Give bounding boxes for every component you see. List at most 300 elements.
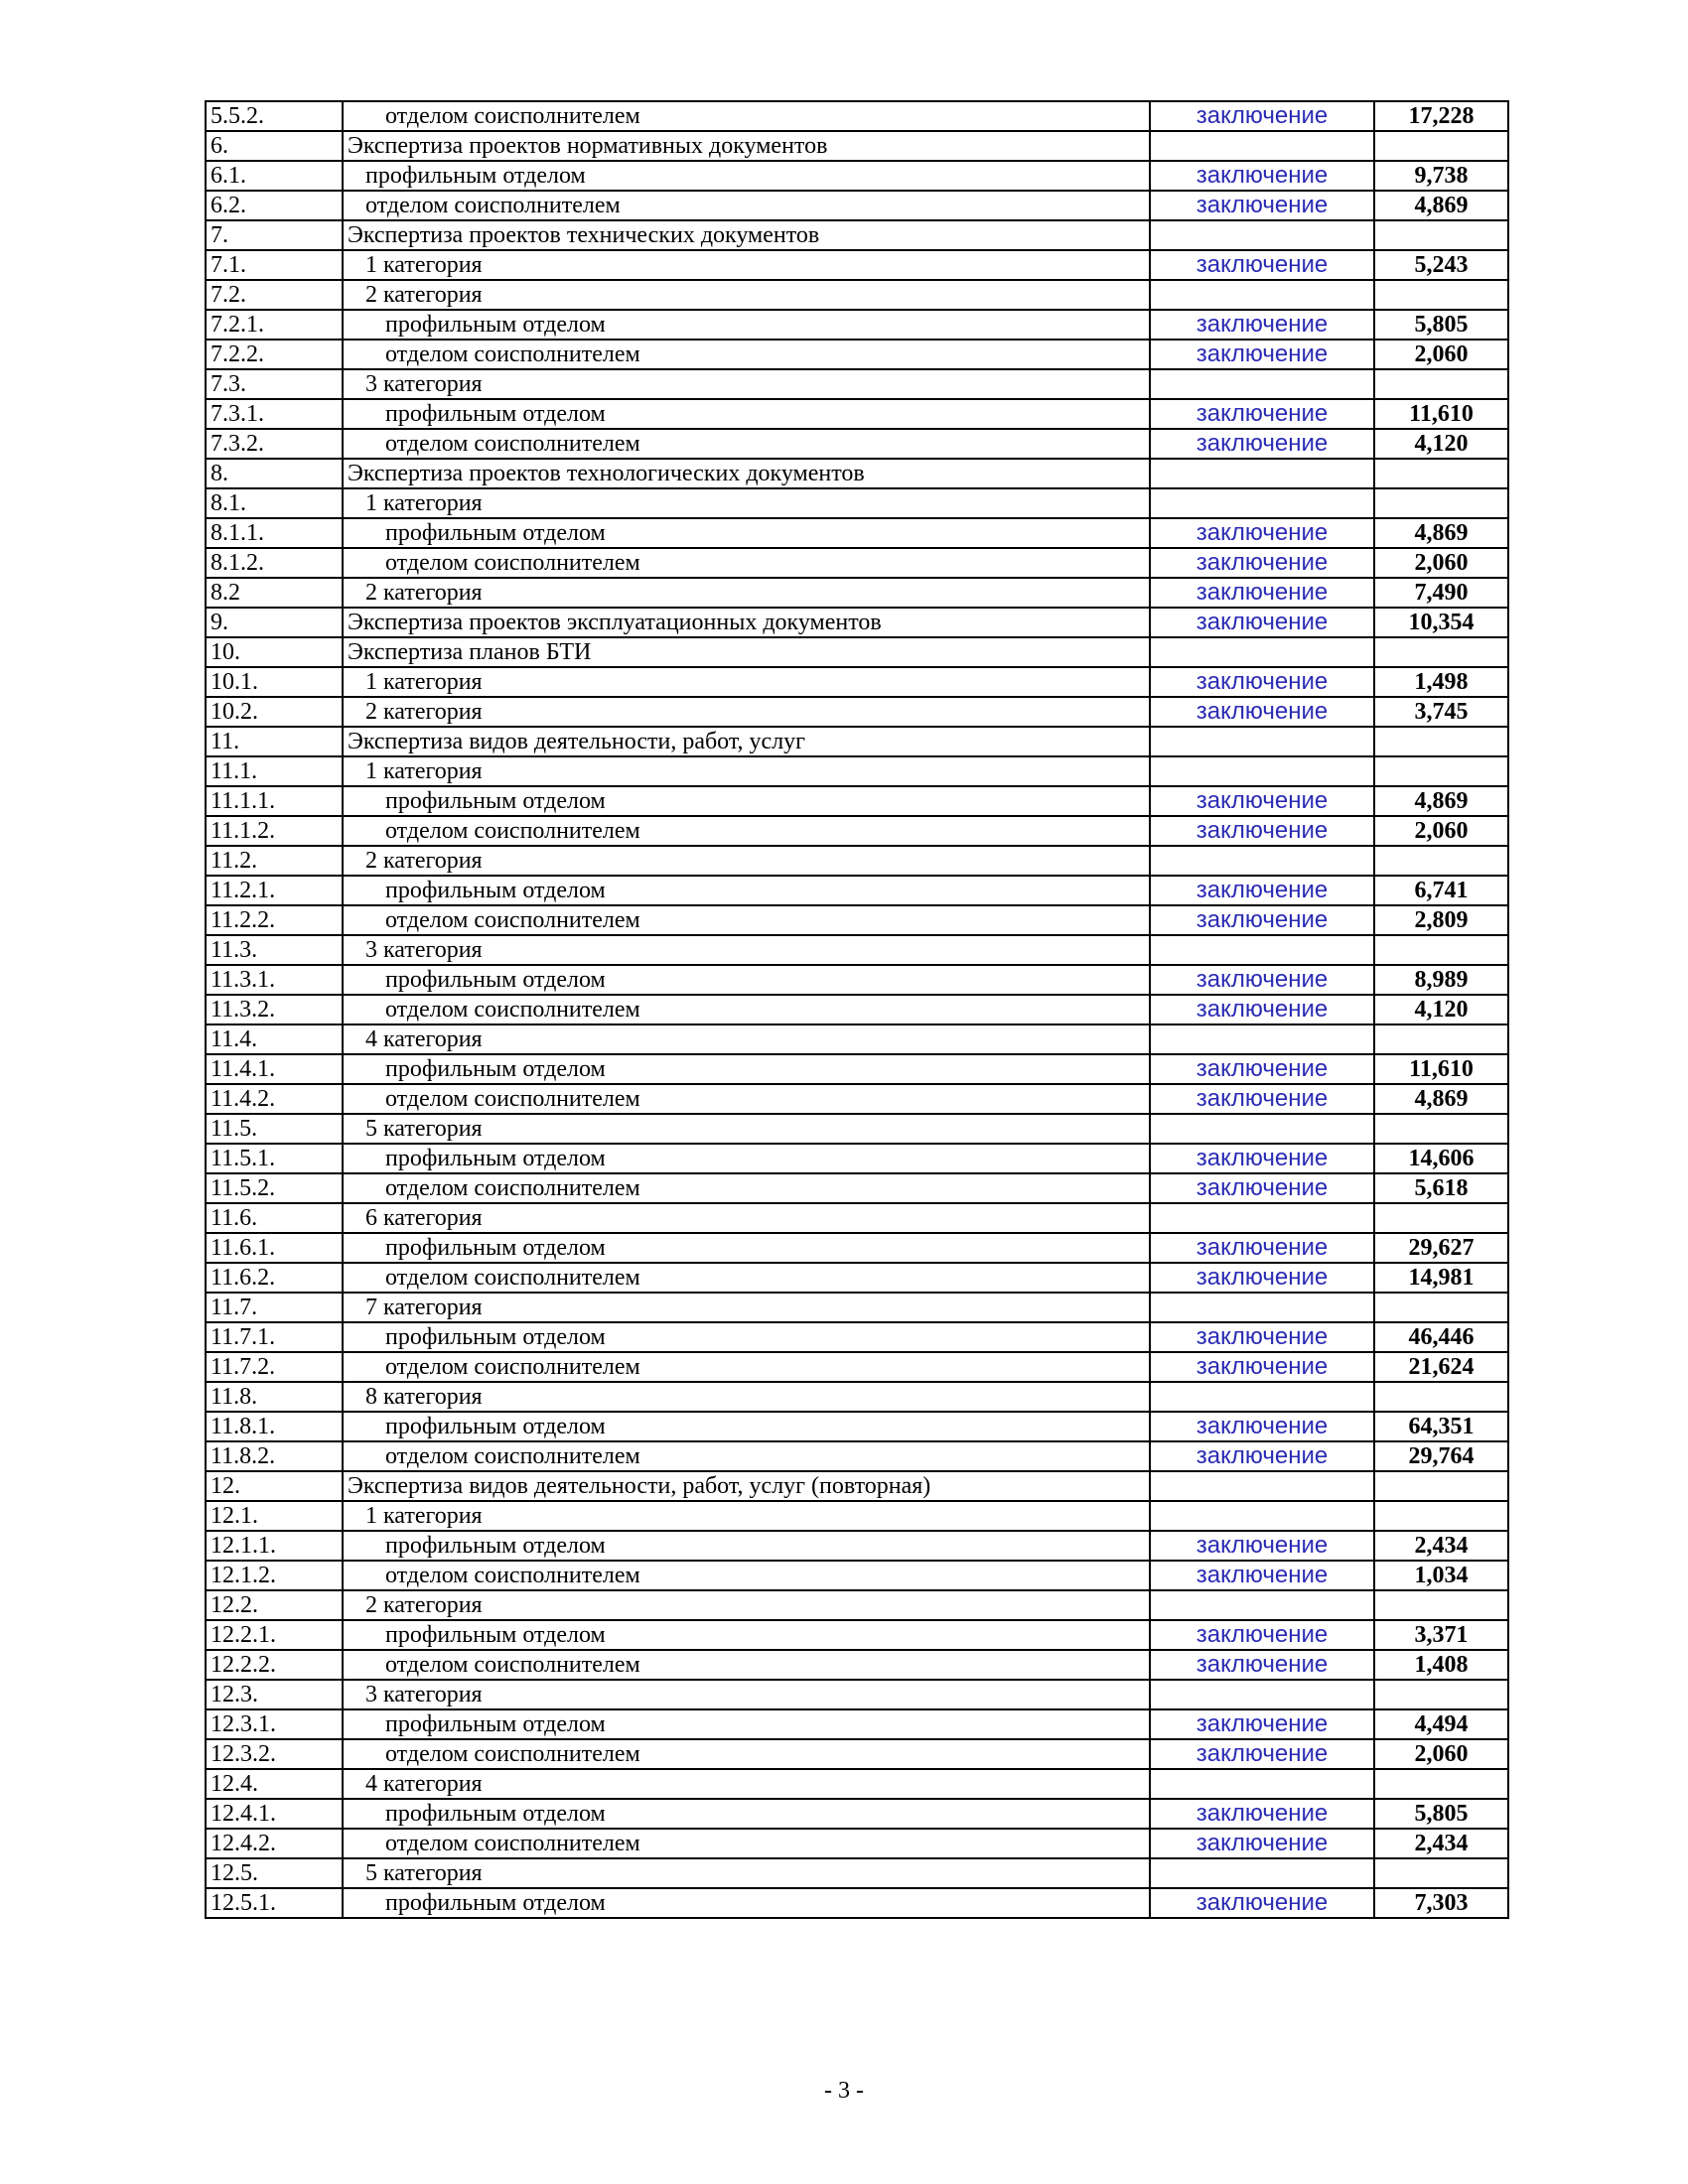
table-row — [206, 399, 1508, 429]
row-value: 7,490 — [1374, 578, 1508, 608]
row-code: 11.4.2. — [206, 1084, 343, 1114]
row-unit: заключение — [1150, 876, 1374, 905]
table-row — [206, 1352, 1508, 1382]
row-value: 29,764 — [1374, 1441, 1508, 1471]
row-name: отделом соисполнителем — [343, 429, 1150, 459]
row-name: Экспертиза видов деятельности, работ, услуг — [343, 727, 1150, 756]
row-code: 6.2. — [206, 191, 343, 220]
row-name: Экспертиза проектов нормативных документов — [343, 131, 1150, 161]
row-name: Экспертиза проектов технологических документов — [343, 459, 1150, 488]
table-row — [206, 488, 1508, 518]
row-name: отделом соисполнителем — [343, 1650, 1150, 1680]
row-value: 46,446 — [1374, 1322, 1508, 1352]
row-value — [1374, 935, 1508, 965]
row-name: профильным отделом — [343, 310, 1150, 340]
row-name: профильным отделом — [343, 161, 1150, 191]
row-name: отделом соисполнителем — [343, 1441, 1150, 1471]
row-name: профильным отделом — [343, 1620, 1150, 1650]
row-unit: заключение — [1150, 1799, 1374, 1829]
row-value: 4,120 — [1374, 429, 1508, 459]
table-row — [206, 1561, 1508, 1590]
row-value: 4,869 — [1374, 1084, 1508, 1114]
row-name: профильным отделом — [343, 1233, 1150, 1263]
row-code: 11.5. — [206, 1114, 343, 1144]
row-unit: заключение — [1150, 1650, 1374, 1680]
row-name: профильным отделом — [343, 399, 1150, 429]
row-code: 11. — [206, 727, 343, 756]
table-row — [206, 1471, 1508, 1501]
table-row — [206, 1501, 1508, 1531]
row-value: 14,606 — [1374, 1144, 1508, 1173]
row-code: 11.5.2. — [206, 1173, 343, 1203]
row-name: 2 категория — [343, 578, 1150, 608]
table-row — [206, 1144, 1508, 1173]
row-name: отделом соисполнителем — [343, 995, 1150, 1024]
row-value: 11,610 — [1374, 1054, 1508, 1084]
table-row — [206, 340, 1508, 369]
table-row — [206, 876, 1508, 905]
row-unit — [1150, 1501, 1374, 1531]
row-name: 2 категория — [343, 1590, 1150, 1620]
table-row — [206, 1888, 1508, 1918]
price-table — [205, 100, 1509, 1919]
row-unit — [1150, 369, 1374, 399]
row-unit — [1150, 935, 1374, 965]
row-unit: заключение — [1150, 816, 1374, 846]
table-row — [206, 667, 1508, 697]
row-code: 12.5.1. — [206, 1888, 343, 1918]
row-name: 5 категория — [343, 1858, 1150, 1888]
row-name: Экспертиза планов БТИ — [343, 637, 1150, 667]
row-name: 1 категория — [343, 1501, 1150, 1531]
row-unit: заключение — [1150, 1739, 1374, 1769]
row-name: Экспертиза видов деятельности, работ, услуг (повторная) — [343, 1471, 1150, 1501]
row-unit: заключение — [1150, 340, 1374, 369]
table-row — [206, 1650, 1508, 1680]
table-row — [206, 1054, 1508, 1084]
row-name: 1 категория — [343, 756, 1150, 786]
row-unit: заключение — [1150, 1233, 1374, 1263]
row-unit: заключение — [1150, 1322, 1374, 1352]
row-name: 1 категория — [343, 250, 1150, 280]
row-unit: заключение — [1150, 399, 1374, 429]
row-code: 7.2.1. — [206, 310, 343, 340]
row-unit — [1150, 1382, 1374, 1412]
row-value — [1374, 1024, 1508, 1054]
row-unit: заключение — [1150, 1054, 1374, 1084]
table-row — [206, 1024, 1508, 1054]
row-code: 11.3.1. — [206, 965, 343, 995]
row-value — [1374, 220, 1508, 250]
row-name: отделом соисполнителем — [343, 1084, 1150, 1114]
row-code: 11.1.2. — [206, 816, 343, 846]
table-row — [206, 429, 1508, 459]
row-unit — [1150, 1680, 1374, 1709]
table-row — [206, 905, 1508, 935]
row-unit — [1150, 1293, 1374, 1322]
row-name: Экспертиза проектов эксплуатационных документов — [343, 608, 1150, 637]
row-code: 11.4. — [206, 1024, 343, 1054]
row-value — [1374, 1858, 1508, 1888]
table-row — [206, 101, 1508, 131]
row-value: 14,981 — [1374, 1263, 1508, 1293]
row-name: профильным отделом — [343, 1412, 1150, 1441]
row-unit — [1150, 1114, 1374, 1144]
row-unit: заключение — [1150, 697, 1374, 727]
row-unit — [1150, 1471, 1374, 1501]
row-unit: заключение — [1150, 578, 1374, 608]
row-unit: заключение — [1150, 1144, 1374, 1173]
row-code: 7.2. — [206, 280, 343, 310]
row-name: профильным отделом — [343, 786, 1150, 816]
row-unit: заключение — [1150, 1263, 1374, 1293]
table-row — [206, 697, 1508, 727]
table-row — [206, 459, 1508, 488]
row-code: 6.1. — [206, 161, 343, 191]
row-code: 12.2. — [206, 1590, 343, 1620]
row-name: 1 категория — [343, 667, 1150, 697]
table-row — [206, 1769, 1508, 1799]
table-row — [206, 250, 1508, 280]
row-value: 3,371 — [1374, 1620, 1508, 1650]
row-code: 7.3.2. — [206, 429, 343, 459]
row-unit — [1150, 1203, 1374, 1233]
row-value — [1374, 1680, 1508, 1709]
table-row — [206, 280, 1508, 310]
row-code: 9. — [206, 608, 343, 637]
row-code: 11.8. — [206, 1382, 343, 1412]
table-row — [206, 816, 1508, 846]
row-value: 4,869 — [1374, 191, 1508, 220]
row-value: 5,618 — [1374, 1173, 1508, 1203]
table-row — [206, 548, 1508, 578]
row-unit: заключение — [1150, 1084, 1374, 1114]
row-code: 11.7.1. — [206, 1322, 343, 1352]
row-unit: заключение — [1150, 608, 1374, 637]
table-row — [206, 518, 1508, 548]
row-code: 11.7.2. — [206, 1352, 343, 1382]
row-name: отделом соисполнителем — [343, 548, 1150, 578]
page-number: - 3 - — [824, 2078, 864, 2104]
row-code: 11.6.1. — [206, 1233, 343, 1263]
row-code: 7.3. — [206, 369, 343, 399]
row-value: 7,303 — [1374, 1888, 1508, 1918]
row-unit — [1150, 637, 1374, 667]
table-row — [206, 1590, 1508, 1620]
row-code: 11.2. — [206, 846, 343, 876]
row-value: 11,610 — [1374, 399, 1508, 429]
table-row — [206, 1739, 1508, 1769]
row-unit — [1150, 488, 1374, 518]
table-row — [206, 935, 1508, 965]
row-code: 12.3.2. — [206, 1739, 343, 1769]
row-name: отделом соисполнителем — [343, 1263, 1150, 1293]
row-value: 2,060 — [1374, 816, 1508, 846]
row-value: 2,060 — [1374, 548, 1508, 578]
row-value — [1374, 846, 1508, 876]
row-value: 4,494 — [1374, 1709, 1508, 1739]
table-row — [206, 1799, 1508, 1829]
row-name: профильным отделом — [343, 1888, 1150, 1918]
table-row — [206, 131, 1508, 161]
row-unit — [1150, 459, 1374, 488]
row-unit: заключение — [1150, 905, 1374, 935]
row-value: 4,869 — [1374, 786, 1508, 816]
row-code: 7.1. — [206, 250, 343, 280]
row-value — [1374, 727, 1508, 756]
row-value: 29,627 — [1374, 1233, 1508, 1263]
row-unit: заключение — [1150, 1441, 1374, 1471]
row-value: 5,243 — [1374, 250, 1508, 280]
row-value — [1374, 1293, 1508, 1322]
row-name: 2 категория — [343, 280, 1150, 310]
row-unit: заключение — [1150, 101, 1374, 131]
row-name: 6 категория — [343, 1203, 1150, 1233]
table-row — [206, 1680, 1508, 1709]
price-table-body — [206, 101, 1508, 1918]
table-row — [206, 1858, 1508, 1888]
row-name: отделом соисполнителем — [343, 1561, 1150, 1590]
row-unit: заключение — [1150, 518, 1374, 548]
row-name: 4 категория — [343, 1024, 1150, 1054]
row-value: 5,805 — [1374, 1799, 1508, 1829]
row-unit: заключение — [1150, 1888, 1374, 1918]
row-value — [1374, 1501, 1508, 1531]
table-row — [206, 786, 1508, 816]
row-value — [1374, 1769, 1508, 1799]
row-code: 8.1.1. — [206, 518, 343, 548]
row-value: 21,624 — [1374, 1352, 1508, 1382]
row-code: 8.1.2. — [206, 548, 343, 578]
row-unit: заключение — [1150, 191, 1374, 220]
row-code: 12. — [206, 1471, 343, 1501]
row-code: 11.3.2. — [206, 995, 343, 1024]
row-value — [1374, 459, 1508, 488]
row-unit — [1150, 846, 1374, 876]
row-name: профильным отделом — [343, 1054, 1150, 1084]
row-name: профильным отделом — [343, 965, 1150, 995]
row-code: 11.2.1. — [206, 876, 343, 905]
row-code: 7.2.2. — [206, 340, 343, 369]
row-name: профильным отделом — [343, 1799, 1150, 1829]
row-code: 12.2.2. — [206, 1650, 343, 1680]
row-name: профильным отделом — [343, 1144, 1150, 1173]
row-unit: заключение — [1150, 1709, 1374, 1739]
row-unit: заключение — [1150, 1352, 1374, 1382]
row-name: 3 категория — [343, 935, 1150, 965]
row-value: 10,354 — [1374, 608, 1508, 637]
row-name: 8 категория — [343, 1382, 1150, 1412]
row-code: 12.4.2. — [206, 1829, 343, 1858]
row-unit: заключение — [1150, 1173, 1374, 1203]
row-unit: заключение — [1150, 161, 1374, 191]
row-unit — [1150, 280, 1374, 310]
row-name: отделом соисполнителем — [343, 101, 1150, 131]
row-value — [1374, 369, 1508, 399]
row-name: отделом соисполнителем — [343, 340, 1150, 369]
row-unit — [1150, 756, 1374, 786]
table-row — [206, 1620, 1508, 1650]
row-code: 11.7. — [206, 1293, 343, 1322]
row-value — [1374, 1114, 1508, 1144]
table-row — [206, 995, 1508, 1024]
row-name: профильным отделом — [343, 518, 1150, 548]
table-row — [206, 1173, 1508, 1203]
row-name: 2 категория — [343, 697, 1150, 727]
table-row — [206, 1531, 1508, 1561]
row-value: 64,351 — [1374, 1412, 1508, 1441]
row-name: профильным отделом — [343, 1531, 1150, 1561]
row-unit: заключение — [1150, 667, 1374, 697]
row-unit: заключение — [1150, 786, 1374, 816]
row-name: 5 категория — [343, 1114, 1150, 1144]
row-value — [1374, 280, 1508, 310]
row-unit — [1150, 1858, 1374, 1888]
row-unit: заключение — [1150, 1561, 1374, 1590]
row-unit — [1150, 727, 1374, 756]
row-value — [1374, 1471, 1508, 1501]
row-code: 12.4. — [206, 1769, 343, 1799]
row-unit — [1150, 220, 1374, 250]
table-row — [206, 1322, 1508, 1352]
table-row — [206, 756, 1508, 786]
row-code: 12.3.1. — [206, 1709, 343, 1739]
row-code: 6. — [206, 131, 343, 161]
row-code: 11.8.1. — [206, 1412, 343, 1441]
row-value: 8,989 — [1374, 965, 1508, 995]
row-code: 7. — [206, 220, 343, 250]
row-code: 11.6.2. — [206, 1263, 343, 1293]
row-code: 5.5.2. — [206, 101, 343, 131]
row-code: 12.1.1. — [206, 1531, 343, 1561]
row-unit: заключение — [1150, 1829, 1374, 1858]
row-value: 3,745 — [1374, 697, 1508, 727]
row-name: отделом соисполнителем — [343, 905, 1150, 935]
row-value: 6,741 — [1374, 876, 1508, 905]
row-code: 8.1. — [206, 488, 343, 518]
row-name: 2 категория — [343, 846, 1150, 876]
row-value: 2,060 — [1374, 1739, 1508, 1769]
row-value — [1374, 131, 1508, 161]
row-unit — [1150, 1769, 1374, 1799]
table-row — [206, 1114, 1508, 1144]
table-row — [206, 1293, 1508, 1322]
table-row — [206, 608, 1508, 637]
row-code: 10.1. — [206, 667, 343, 697]
table-row — [206, 965, 1508, 995]
table-row — [206, 1441, 1508, 1471]
row-code: 12.4.1. — [206, 1799, 343, 1829]
row-value: 1,034 — [1374, 1561, 1508, 1590]
row-code: 12.3. — [206, 1680, 343, 1709]
row-value: 2,060 — [1374, 340, 1508, 369]
row-value: 2,434 — [1374, 1829, 1508, 1858]
row-value — [1374, 637, 1508, 667]
row-code: 11.3. — [206, 935, 343, 965]
row-unit: заключение — [1150, 250, 1374, 280]
row-unit: заключение — [1150, 429, 1374, 459]
row-name: профильным отделом — [343, 1322, 1150, 1352]
row-name: 4 категория — [343, 1769, 1150, 1799]
row-name: отделом соисполнителем — [343, 1829, 1150, 1858]
table-row — [206, 1233, 1508, 1263]
row-code: 10. — [206, 637, 343, 667]
row-value — [1374, 756, 1508, 786]
row-unit: заключение — [1150, 1531, 1374, 1561]
table-row — [206, 1829, 1508, 1858]
table-row — [206, 310, 1508, 340]
row-name: 3 категория — [343, 369, 1150, 399]
row-code: 10.2. — [206, 697, 343, 727]
row-unit — [1150, 131, 1374, 161]
row-code: 11.2.2. — [206, 905, 343, 935]
row-code: 11.4.1. — [206, 1054, 343, 1084]
table-row — [206, 1263, 1508, 1293]
row-name: 1 категория — [343, 488, 1150, 518]
row-name: Экспертиза проектов технических документов — [343, 220, 1150, 250]
row-unit: заключение — [1150, 1620, 1374, 1650]
row-name: 7 категория — [343, 1293, 1150, 1322]
row-name: 3 категория — [343, 1680, 1150, 1709]
table-row — [206, 637, 1508, 667]
table-row — [206, 1412, 1508, 1441]
row-unit: заключение — [1150, 310, 1374, 340]
row-value — [1374, 1203, 1508, 1233]
row-value: 1,408 — [1374, 1650, 1508, 1680]
table-row — [206, 727, 1508, 756]
row-code: 8.2 — [206, 578, 343, 608]
table-row — [206, 220, 1508, 250]
row-value — [1374, 1382, 1508, 1412]
table-row — [206, 161, 1508, 191]
row-code: 8. — [206, 459, 343, 488]
table-row — [206, 369, 1508, 399]
row-code: 12.1. — [206, 1501, 343, 1531]
row-value — [1374, 1590, 1508, 1620]
table-row — [206, 1709, 1508, 1739]
row-code: 11.8.2. — [206, 1441, 343, 1471]
row-code: 12.5. — [206, 1858, 343, 1888]
row-name: отделом соисполнителем — [343, 1352, 1150, 1382]
row-unit: заключение — [1150, 1412, 1374, 1441]
row-value: 4,869 — [1374, 518, 1508, 548]
table-row — [206, 1382, 1508, 1412]
row-code: 11.1.1. — [206, 786, 343, 816]
table-row — [206, 846, 1508, 876]
row-value: 1,498 — [1374, 667, 1508, 697]
row-name: профильным отделом — [343, 1709, 1150, 1739]
table-row — [206, 191, 1508, 220]
row-value: 2,809 — [1374, 905, 1508, 935]
row-unit: заключение — [1150, 995, 1374, 1024]
row-unit — [1150, 1024, 1374, 1054]
row-value: 9,738 — [1374, 161, 1508, 191]
row-code: 11.1. — [206, 756, 343, 786]
row-unit — [1150, 1590, 1374, 1620]
row-value: 5,805 — [1374, 310, 1508, 340]
row-value: 2,434 — [1374, 1531, 1508, 1561]
row-code: 12.2.1. — [206, 1620, 343, 1650]
row-unit: заключение — [1150, 965, 1374, 995]
row-value: 4,120 — [1374, 995, 1508, 1024]
row-code: 11.5.1. — [206, 1144, 343, 1173]
row-name: отделом соисполнителем — [343, 191, 1150, 220]
row-code: 12.1.2. — [206, 1561, 343, 1590]
row-code: 11.6. — [206, 1203, 343, 1233]
row-name: отделом соисполнителем — [343, 1739, 1150, 1769]
row-unit: заключение — [1150, 548, 1374, 578]
row-name: профильным отделом — [343, 876, 1150, 905]
